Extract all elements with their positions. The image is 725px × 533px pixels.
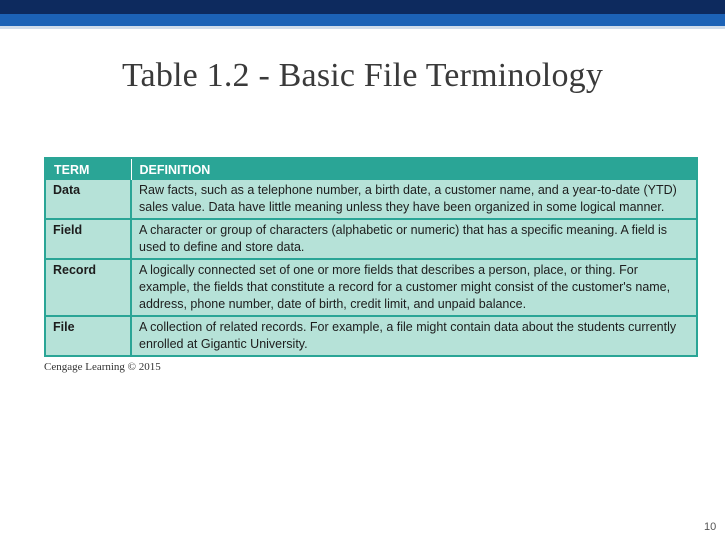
row-term: Data xyxy=(46,180,131,219)
row-term: Field xyxy=(46,219,131,259)
page-number: 10 xyxy=(704,521,717,533)
table-header-row xyxy=(46,159,696,180)
top-banner-dark xyxy=(0,0,725,14)
table-row xyxy=(46,259,696,316)
row-definition: A collection of related records. For example, a file might contain data about the students currently enrolled at Gigantic University. xyxy=(131,316,696,355)
source-credit: Cengage Learning © 2015 xyxy=(44,361,161,373)
terminology-table xyxy=(44,157,698,357)
row-definition: A logically connected set of one or more fields that describes a person, place, or thing. For example, the fields that constitute a record for a customer might consist of the customer's name, address, phone number, date of birth, credit limit, and unpaid balance. xyxy=(131,259,696,316)
table-row xyxy=(46,316,696,355)
row-definition: A character or group of characters (alphabetic or numeric) that has a specific meaning. A field is used to define and store data. xyxy=(131,219,696,259)
row-term: Record xyxy=(46,259,131,316)
header-term: TERM xyxy=(46,159,131,180)
top-banner-divider xyxy=(0,26,725,29)
top-banner-blue xyxy=(0,14,725,26)
table-row xyxy=(46,219,696,259)
slide-title: Table 1.2 - Basic File Terminology xyxy=(121,57,604,94)
table-row xyxy=(46,180,696,219)
row-term: File xyxy=(46,316,131,355)
row-definition: Raw facts, such as a telephone number, a birth date, a customer name, and a year-to-date (YTD) sales value. Data have little meaning unless they have been organized in some logical manner. xyxy=(139,183,677,214)
header-definition: DEFINITION xyxy=(131,159,696,180)
